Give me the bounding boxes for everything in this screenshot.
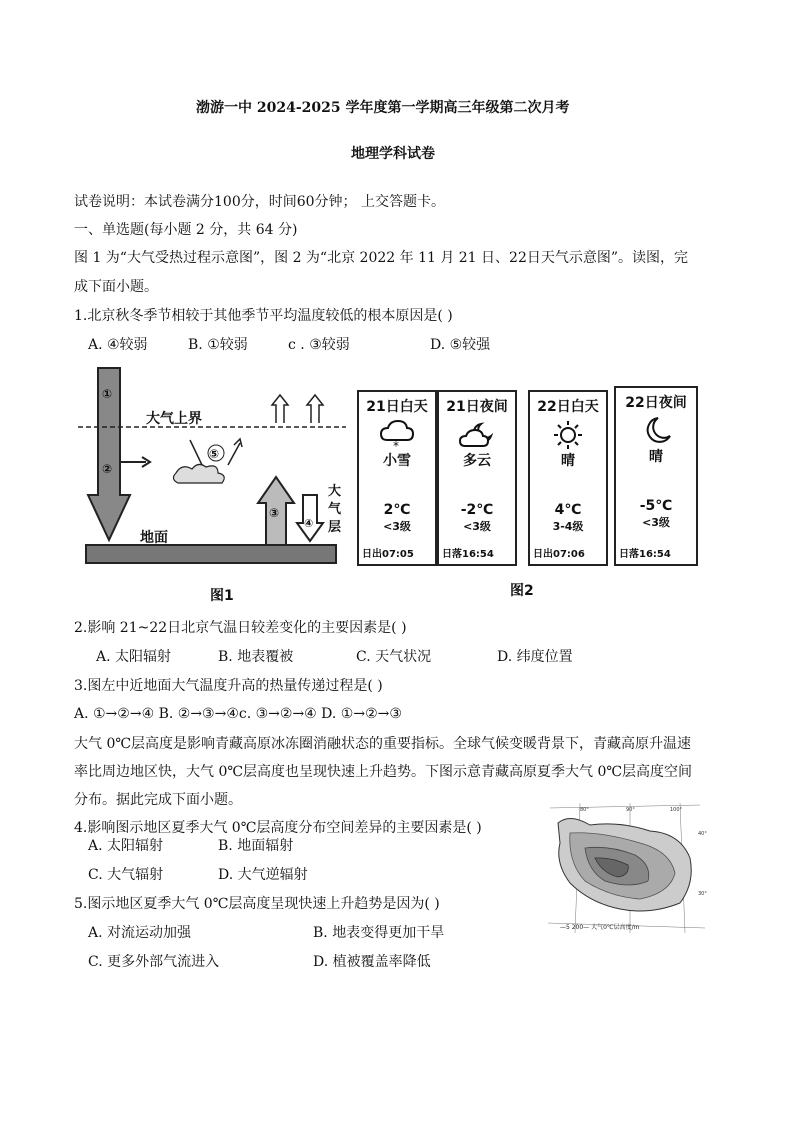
lon-label-90: 90° — [626, 807, 635, 813]
question-3: 3.图左中近地面大气温度升高的热量传递过程是( ) — [74, 678, 383, 694]
q2-option-d: D. 纬度位置 — [497, 649, 573, 665]
card-heading: 21日夜间 — [446, 399, 508, 415]
question-4: 4.影响图示地区夏季大气 0℃层高度分布空间差异的主要因素是( ) — [74, 820, 482, 836]
stem-line-1: 图 1 为“大气受热过程示意图”，图 2 为“北京 2022 年 11 月 21 日、22日天气示意图”。读图，完 — [74, 250, 689, 266]
q5-option-d: D. 植被覆盖率降低 — [313, 954, 431, 970]
figure-1-diagram — [78, 365, 348, 575]
circled-3: ③ — [269, 506, 280, 520]
q3-options: A. ①→②→④ B. ②→③→④c. ③→②→④ D. ①→②→③ — [74, 706, 402, 722]
passage-line-3: 分布。据此完成下面小题。 — [74, 792, 242, 808]
moon-cloud-icon — [459, 420, 495, 450]
card-wind: <3级 — [383, 520, 411, 533]
q2-option-b: B. 地表覆被 — [218, 649, 294, 665]
card-sun-time: 日出07:06 — [533, 549, 585, 560]
map-legend: —5 200— 大气0℃层高度/m — [560, 924, 640, 931]
passage-line-2: 率比周边地区快，大气 0℃层高度也呈现快速上升趋势。下图示意青藏高原夏季大气 0℃层高度空间 — [74, 764, 693, 780]
card-condition: 晴 — [561, 453, 575, 469]
exam-subtitle: 地理学科试卷 — [351, 146, 435, 162]
q1-option-b: B. ①较弱 — [188, 337, 248, 353]
circled-4: ④ — [304, 517, 314, 530]
q1-option-c: c . ③较弱 — [288, 337, 350, 353]
sun-icon — [550, 420, 586, 450]
card-wind: 3-4级 — [552, 520, 584, 533]
figure-2-label: 图2 — [510, 583, 534, 599]
space-arrow-2 — [307, 395, 323, 423]
card-condition: 晴 — [649, 449, 663, 465]
lon-label-100: 100° — [670, 807, 683, 813]
question-1: 1.北京秋冬季节相较于其他季节平均温度较低的根本原因是( ) — [74, 308, 453, 324]
q2-option-a: A. 太阳辐射 — [96, 649, 172, 665]
q4-option-d: D. 大气逆辐射 — [218, 867, 308, 883]
weather-card-21-night — [437, 390, 517, 566]
card-temperature: 4℃ — [554, 502, 582, 518]
question-2: 2.影响 21~22日北京气温日较差变化的主要因素是( ) — [74, 620, 407, 636]
q1-option-d: D. ⑤较强 — [430, 337, 491, 353]
cloud-shape — [173, 464, 224, 483]
q5-option-c: C. 更多外部气流进入 — [88, 954, 220, 970]
card-sun-time: 日落16:54 — [442, 549, 494, 560]
card-temperature: -5℃ — [639, 498, 673, 514]
card-temperature: -2℃ — [460, 502, 494, 518]
stem-line-2: 成下面小题。 — [74, 279, 158, 295]
top-atmosphere-label: 大气上界 — [146, 411, 202, 427]
question-5: 5.图示地区夏季大气 0℃层高度呈现快速上升趋势是因为( ) — [74, 896, 440, 912]
card-temperature: 2℃ — [383, 502, 411, 518]
q5-option-b: B. 地表变得更加干旱 — [313, 925, 445, 941]
card-sun-time: 日出07:05 — [362, 549, 414, 560]
q1-option-a: A. ④较弱 — [88, 337, 148, 353]
ground-bar — [86, 545, 336, 563]
weather-card-21-day — [357, 390, 437, 566]
card-wind: <3级 — [463, 520, 491, 533]
atm-label-1: 大 — [328, 484, 342, 499]
q4-option-b: B. 地面辐射 — [218, 838, 294, 854]
q4-option-c: C. 大气辐射 — [88, 867, 164, 883]
moon-icon — [638, 416, 674, 446]
exam-title: 渤游一中 2024-2025 学年度第一学期高三年级第二次月考 — [196, 100, 570, 116]
lon-label-80: 80° — [580, 807, 589, 813]
circled-1: ① — [102, 387, 113, 401]
card-condition: 多云 — [463, 453, 491, 469]
card-sun-time: 日落16:54 — [619, 549, 671, 560]
ground-label: 地面 — [140, 530, 168, 546]
card-heading: 22日白天 — [537, 399, 599, 415]
snow-cloud-icon — [379, 420, 415, 450]
circled-5: ⑤ — [209, 447, 220, 461]
weather-card-22-day — [528, 390, 608, 566]
card-wind: <3级 — [642, 516, 670, 529]
q4-option-a: A. 太阳辐射 — [88, 838, 164, 854]
card-heading: 22日夜间 — [625, 395, 687, 411]
lat-label-40: 40° — [698, 831, 707, 837]
card-condition: 小雪 — [383, 453, 411, 469]
q5-option-a: A. 对流运动加强 — [88, 925, 192, 941]
tibet-plateau-map — [540, 803, 710, 933]
atm-label-2: 气 — [328, 502, 342, 517]
section-heading: 一、单选题(每小题 2 分，共 64 分) — [74, 222, 298, 238]
figure-1-label: 图1 — [210, 588, 234, 604]
lat-label-30: 30° — [698, 891, 707, 897]
passage-line-1: 大气 0℃层高度是影响青藏高原冰冻圈消融状态的重要指标。全球气候变暖背景下，青藏高原升温速 — [74, 736, 692, 752]
card-heading: 21日白天 — [366, 399, 428, 415]
exam-note: 试卷说明：本试卷满分100分，时间60分钟； 上交答题卡。 — [74, 194, 445, 210]
svg-text:*: * — [393, 439, 399, 450]
atm-label-3: 层 — [328, 520, 342, 535]
circled-2: ② — [102, 462, 113, 476]
q2-option-c: C. 天气状况 — [356, 649, 432, 665]
space-arrow-1 — [272, 395, 288, 423]
weather-card-22-night — [614, 386, 698, 566]
